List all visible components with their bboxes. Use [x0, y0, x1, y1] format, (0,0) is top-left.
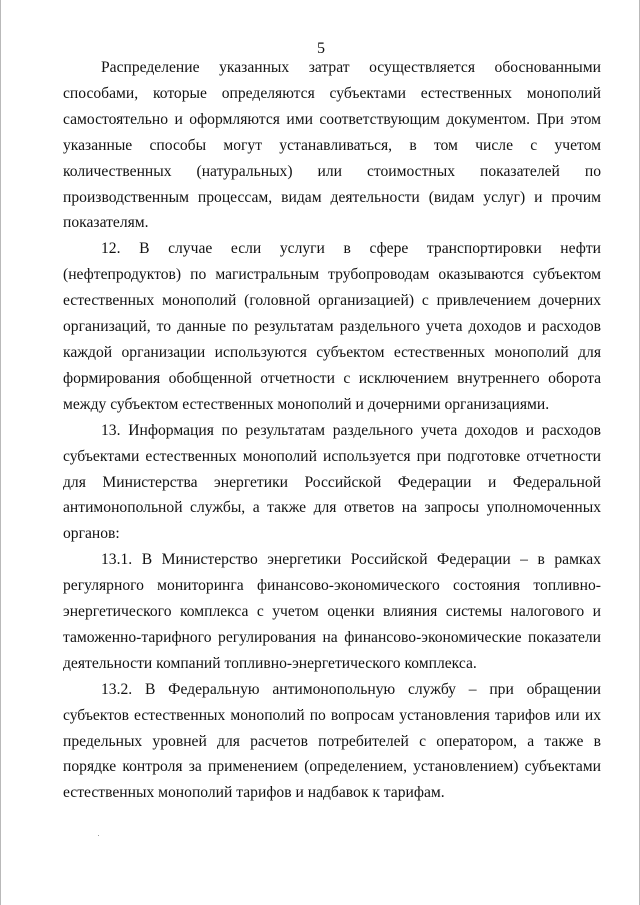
document-body: [63, 55, 601, 806]
paragraph-12: 12. В случае если услуги в сфере транспортировки нефти (нефтепродуктов) по магистральным трубопроводам оказываются субъектом естественных монополий (головной организацией) с привлечением дочерних организаций, то данные по результатам раздельного учета доходов и расходов каждой организации используются субъектом естественных монополий для формирования обобщенной отчетности с исключением внутреннего оборота между субъектом естественных монополий и дочерними организациями.: [63, 240, 601, 413]
paragraph-13-2: 13.2. В Федеральную антимонопольную службу – при обращении субъектов естественных монополий по вопросам установления тарифов или их предельных уровней для расчетов потребителей с оператором, а также в порядке контроля за применением (определением, установлением) субъектами естественных монополий тарифов и надбавок к тарифам.: [63, 680, 601, 802]
paragraph-13: 13. Информация по результатам раздельного учета доходов и расходов субъектами естественных монополий используется при подготовке отчетности для Министерства энергетики Российской Федерации и Федеральной антимонопольной службы, а также для ответов на запросы уполномоченных органов:: [63, 421, 601, 543]
scan-artifact: [98, 835, 99, 836]
paragraph-13-1: 13.1. В Министерство энергетики Российской Федерации – в рамках регулярного мониторинга финансово-экономического состояния топливно-энергетического комплекса с учетом оценки влияния системы налогового и таможенно-тарифного регулирования на финансово-экономические показатели деятельности компаний топливно-энергетического комплекса.: [63, 551, 601, 672]
page-number: 5: [317, 40, 325, 57]
paragraph-cost-distribution: Распределение указанных затрат осуществляется обоснованными способами, которые определяются субъектами естественных монополий самостоятельно и оформляются ими соответствующим документом. При этом указанные способы могут устанавливаться, в том числе с учетом количественных (натуральных) или стоимостных показателей по производственным процессам, видам деятельности (видам услуг) и прочим показателям.: [63, 59, 601, 232]
